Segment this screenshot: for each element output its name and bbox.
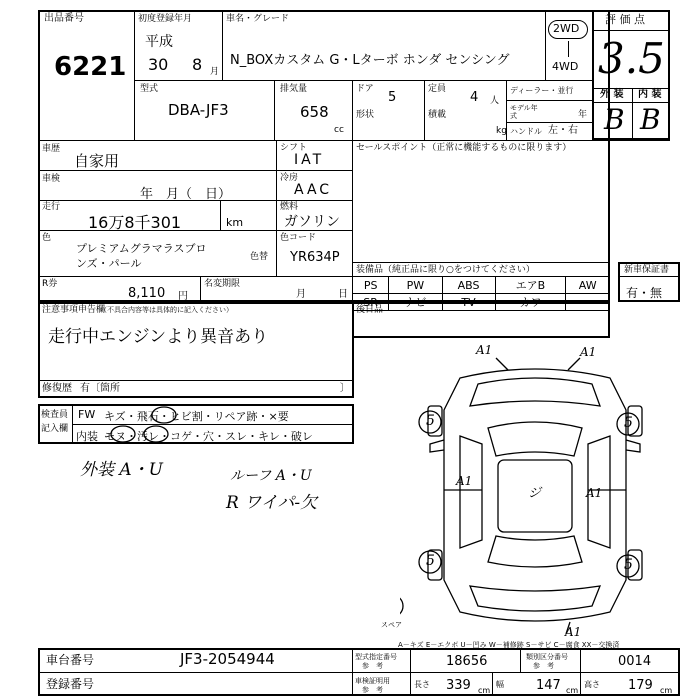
score-ext: B [604,103,625,136]
repair-value: 有〔箇所 [80,383,120,394]
divider [38,170,276,171]
divider [276,200,352,201]
fuel-value: ガソリン [284,214,340,230]
cooler-value: AAC [294,182,333,198]
divider [352,262,610,263]
model-value: DBA-JF3 [168,101,229,119]
color-code-label: 色コード [280,233,317,243]
chassis-label: 車台番号 [46,653,95,667]
inspection-value: 年 月（ 日） [140,187,232,202]
divider [545,10,546,80]
doors-shape-label: 形状 [356,110,375,120]
equipment-item: ナビ [389,294,442,311]
divider [38,672,680,673]
first-reg-month-unit: 月 [210,67,220,77]
drive-4wd: 4WD [552,60,579,73]
first-reg-month: 8 [192,55,203,74]
handwritten-note-1: 外装 A・U [80,460,164,480]
divider [38,140,670,141]
score-int: B [640,103,661,136]
equipment-item: PS [353,277,389,294]
divider [274,80,275,140]
mark-a1-left: A1 [456,474,473,488]
divider [38,200,276,201]
owner-notice-month: 月 [296,289,306,300]
equipment-item: ABS [442,277,495,294]
mark-a1-right: A1 [586,486,603,500]
equipment-item: TV [442,294,495,311]
mark-w-roof: ジ [528,486,542,501]
drive-2wd: 2WD [553,22,580,35]
lot-label: 出品番号 [44,13,84,24]
first-reg-label: 初度登録年月 [138,14,193,24]
width-value: 147 [536,678,561,693]
shift-value: IAT [294,152,325,168]
divider [134,10,135,140]
doors-value: 5 [388,90,397,105]
capacity-unit: 人 [490,96,500,106]
spare-label: スペア [381,621,402,629]
inspector-label2: 記入欄 [41,424,69,434]
inspector-circle-marks [100,404,200,444]
divider [200,276,201,302]
color-value-line2: ンズ・パール [76,257,142,270]
cooler-label: 冷房 [280,173,299,183]
inspector-row2-head: 内装 [76,430,98,443]
divider [276,230,352,231]
class-num-sub: 参 考 [533,662,554,670]
dims-label: 車検証明用 [355,677,390,685]
mark-five-fl: 5 [426,413,435,429]
owner-notice-label: 名変期限 [204,279,241,289]
mark-a1-front-left: A1 [476,343,493,357]
handle-value: 左・右 [548,125,578,136]
notes-sub: （不具合内容等は具体的に記入ください） [100,306,233,314]
notes-label: 注意事項申告欄 [42,305,106,315]
divider [38,230,276,231]
recycle-value: 8,110 [128,286,166,301]
divider [506,122,592,123]
mileage-value: 16万8千301 [88,213,182,232]
rear-items-label: 後日品 [356,305,384,315]
width-unit: cm [566,686,579,695]
divider [492,672,493,696]
damage-legend: A－キズ E－エクボ U－凹み W－補修跡 S－サビ C－腐食 XX－交換済 [398,641,620,649]
mark-a1-front-right: A1 [580,345,597,359]
equipment-item: エアB [495,277,566,294]
mark-five-rl: 5 [426,553,435,569]
equipment-item: AW [566,277,610,294]
rear-items-box [352,302,610,338]
divider [410,648,411,696]
equipment-item: PW [389,277,442,294]
equipment-label: 装備品（純正品に限り○をつけてください） [356,265,535,275]
inspector-row1-head: FW [78,408,96,421]
handle-label: ハンドル [510,127,542,136]
equipment-item: SR [353,294,389,311]
color-tone-label: 色替 [250,252,269,262]
color-value-line1: プレミアムグラマラスブロ [76,242,207,255]
repair-close: 〕 [340,383,350,394]
car-label: 車名・グレード [226,14,290,24]
mark-five-fr: 5 [624,415,633,431]
history-value: 自家用 [74,152,120,170]
capacity-label: 定員 [428,84,447,94]
inspector-row2: モヌ・汚レ・コゲ・穴・スレ・キレ・破レ [104,430,313,443]
displacement-label: 排気量 [280,84,308,94]
length-value: 339 [446,678,471,693]
capacity-value: 4 [470,90,479,105]
mark-five-rr: 5 [624,557,633,573]
divider [276,140,277,276]
color-code-value: YR634P [290,250,340,265]
class-num-label: 類別区分番号 [526,653,568,661]
dims-sub: 参 考 [362,686,383,694]
height-label: 高さ [584,680,600,689]
recycle-unit: 円 [178,291,188,302]
inspector-row1: キズ・飛石・ヒビ割・リペア跡・×要 [104,410,289,423]
divider [520,648,521,672]
fuel-label: 燃料 [280,202,299,212]
model-label: 型式 [140,84,159,94]
type-cert-value: 18656 [446,654,488,669]
first-reg-year: 30 [148,55,169,74]
length-label: 長さ [414,680,430,689]
lot-number: 6221 [54,52,127,82]
inspector-label1: 検査員 [41,410,69,420]
length-unit: cm [478,686,491,695]
drive-tick [568,41,569,57]
divider [134,80,592,81]
handwritten-note-2: ルーフ A・U [230,468,312,484]
repair-label: 修復歴 [42,383,72,394]
class-num-value: 0014 [618,654,652,669]
warranty-label: 新車保証書 [624,265,670,275]
type-cert-sub: 参 考 [362,662,383,670]
dealer-label: ディーラー・並行 [510,86,574,95]
history-label: 車歴 [42,144,61,154]
score-ext-label: 外 装 [600,89,624,100]
color-label: 色 [42,233,52,243]
height-value: 179 [628,678,653,693]
divider [276,170,352,171]
car-name: N_BOXカスタム G・Lターボ ホンダ センシング [230,53,510,68]
divider [580,648,581,672]
divider [580,672,581,696]
model-year-unit: 年 [578,110,588,120]
type-cert-label: 型式指定番号 [355,653,397,661]
divider [424,80,425,140]
capacity-load-unit: kg [496,126,507,136]
notes-text: 走行中エンジンより異音あり [48,327,269,347]
registration-label: 登録番号 [46,677,95,691]
warranty-value: 有・無 [626,286,663,300]
chassis-value: JF3-2054944 [180,650,275,668]
model-year-label: モデル年式 [510,104,538,120]
displacement-unit: cc [334,125,344,135]
mileage-label: 走行 [42,202,61,212]
owner-notice-day: 日 [338,289,348,300]
first-reg-era: 平成 [145,34,173,50]
equipment-item: カワ [495,294,566,311]
divider [352,80,353,140]
divider [618,276,680,277]
capacity-load-label: 積載 [428,110,447,120]
doors-label: ドア [356,84,374,94]
divider [38,380,354,381]
mark-a1-rear: A1 [565,625,582,639]
divider [222,10,223,80]
recycle-label: R券 [42,279,58,289]
score-int-label: 内 装 [638,89,662,100]
sales-point-label: セールスポイント（正常に機能するものに限ります） [356,143,572,153]
divider [38,276,352,277]
divider [352,648,353,696]
height-unit: cm [660,686,673,695]
width-label: 幅 [496,680,504,689]
mileage-unit: km [226,216,244,229]
score-label: 評 価 点 [605,13,645,26]
shift-label: シフト [280,143,308,153]
divider [506,80,507,140]
divider [506,100,592,101]
displacement-value: 658 [300,103,329,121]
inspection-label: 車検 [42,174,61,184]
score-border [592,10,670,140]
divider [220,200,221,230]
handwritten-note-3: R ワイパ-欠 [226,493,318,513]
score-value: 3.5 [598,34,665,83]
